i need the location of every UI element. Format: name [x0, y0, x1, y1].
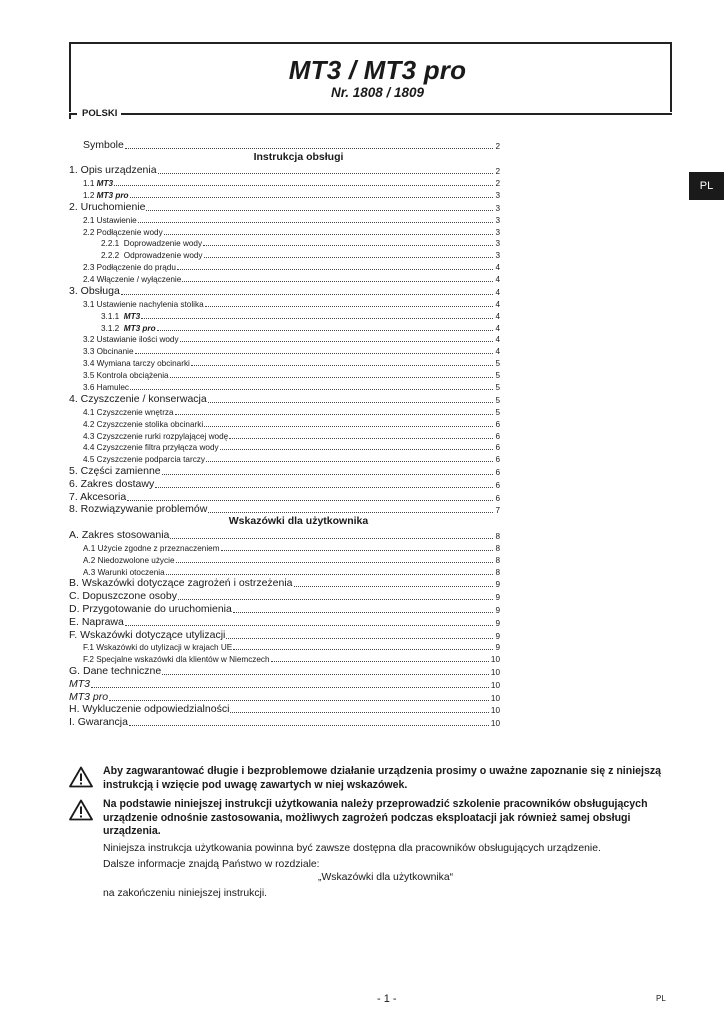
toc-label — [69, 691, 108, 703]
toc-page: 9 — [495, 618, 500, 628]
toc-title: H. Wykluczenie odpowiedzialności — [69, 703, 230, 716]
toc-title: Specjalne wskazówki dla klientów w Niemczech — [96, 655, 270, 665]
body-paragraph — [103, 841, 601, 872]
toc-number: 2.1 — [83, 215, 95, 225]
toc-row[interactable] — [69, 652, 500, 664]
toc-title: C. Dopuszczone osoby — [69, 590, 177, 603]
toc-title: G. Dane techniczne — [69, 665, 162, 678]
toc-label — [69, 529, 169, 541]
toc-title: Włączenie / wyłączenie — [96, 275, 182, 285]
toc-label — [69, 703, 229, 715]
toc-leader — [158, 173, 494, 174]
toc-label — [69, 665, 161, 677]
toc-number: F.2 — [83, 655, 94, 665]
toc-label — [101, 251, 203, 260]
toc-leader — [127, 500, 493, 501]
toc-page: 9 — [495, 643, 500, 653]
toc-row[interactable] — [69, 297, 500, 309]
toc-page: 8 — [495, 531, 500, 541]
toc-leader — [155, 487, 493, 488]
body-quote: „Wskazówki dla użytkownika“ — [318, 872, 454, 883]
toc-title: MT3 pro — [96, 190, 129, 200]
toc-label — [83, 420, 203, 429]
toc-page: 4 — [495, 275, 500, 285]
toc-page: 3 — [495, 203, 500, 213]
toc-title: Czyszczenie podparcia tarczy — [96, 455, 205, 465]
toc-number: 4.4 — [83, 443, 95, 453]
toc-row[interactable] — [69, 677, 500, 690]
toc-page: 10 — [490, 680, 500, 690]
toc-page: 8 — [495, 543, 500, 553]
document-title: MT3 / MT3 pro — [288, 55, 467, 85]
toc-label — [83, 408, 174, 417]
toc-leader — [204, 426, 493, 427]
toc-page: 9 — [495, 593, 500, 603]
toc-leader — [182, 281, 493, 282]
toc-page: 7 — [495, 506, 500, 516]
toc-row[interactable] — [69, 541, 500, 553]
toc-number: 1.2 — [83, 190, 95, 200]
toc-leader — [233, 649, 493, 650]
toc-row[interactable] — [69, 565, 500, 577]
toc-row[interactable] — [69, 503, 500, 516]
language-side-tab: PL — [689, 172, 724, 200]
toc-title: Odprowadzenie wody — [123, 251, 203, 261]
toc-number: F.1 — [83, 643, 94, 653]
toc-row[interactable] — [69, 464, 500, 477]
toc-label — [69, 393, 207, 405]
toc-row[interactable] — [69, 321, 500, 333]
toc-leader — [233, 612, 494, 613]
toc-number: 2.2 — [83, 227, 95, 237]
toc-row[interactable] — [69, 477, 500, 490]
toc-number: 3.2 — [83, 335, 95, 345]
toc-page: 3 — [495, 190, 500, 200]
toc-label — [83, 643, 232, 652]
toc-row[interactable] — [69, 260, 500, 272]
toc-page: 4 — [495, 299, 500, 309]
toc-label: Symbole — [83, 138, 124, 151]
toc-leader — [166, 574, 494, 575]
toc-page: 10 — [490, 706, 500, 716]
toc-page: 5 — [495, 407, 500, 417]
toc-label — [101, 312, 140, 321]
toc-title: E. Naprawa — [69, 615, 124, 628]
warning-text: Aby zagwarantować długie i bezproblemowe działanie urządzenia prosimy o uważne zapoznanie się z niniejszą instrukcją i wzięcie pod uwagę zawartych w niej wskazówek. — [103, 765, 662, 791]
warning-1 — [69, 765, 669, 792]
toc-leader — [271, 661, 489, 662]
toc-row-symbole[interactable] — [69, 138, 500, 151]
toc-page: 10 — [490, 693, 500, 703]
toc-leader — [230, 712, 488, 713]
toc-heading-instructions: Instrukcja obsługi — [253, 150, 344, 163]
warnings-block — [69, 765, 669, 839]
toc-page: 6 — [495, 443, 500, 453]
toc-row[interactable] — [69, 188, 500, 200]
toc-title: A. Zakres stosowania — [69, 528, 170, 541]
toc-title: Doprowadzenie wody — [123, 239, 203, 249]
toc-page: 3 — [495, 215, 500, 225]
toc-leader — [204, 257, 494, 258]
toc-number: 4.3 — [83, 431, 95, 441]
toc-page: 5 — [495, 359, 500, 369]
toc-leader — [208, 402, 494, 403]
toc-row[interactable] — [69, 284, 500, 297]
toc-label — [83, 383, 129, 392]
toc-section-instructions — [69, 163, 500, 515]
toc-label — [69, 616, 124, 628]
toc-number: 2.4 — [83, 275, 95, 285]
toc-label — [83, 655, 270, 664]
toc-page: 9 — [495, 631, 500, 641]
toc-row[interactable] — [69, 368, 500, 380]
toc-leader — [109, 700, 489, 701]
toc-page: 4 — [495, 311, 500, 321]
toc-page: 4 — [495, 263, 500, 273]
toc-page: 2 — [495, 167, 500, 177]
toc-title: Czyszczenie rurki rozpylającej wodę — [96, 431, 229, 441]
toc-label — [69, 716, 128, 728]
toc-title: Niedozwolone użycie — [97, 555, 175, 565]
toc-label — [69, 629, 225, 641]
toc-page: 6 — [495, 468, 500, 478]
toc-leader — [162, 474, 494, 475]
toc-row[interactable] — [69, 176, 500, 188]
toc-section-hints — [69, 528, 500, 728]
toc-row[interactable] — [69, 309, 500, 321]
toc-label — [69, 603, 232, 615]
toc-label — [101, 324, 156, 333]
toc-leader — [180, 341, 494, 342]
toc-row[interactable] — [69, 553, 500, 565]
toc-label — [69, 164, 157, 176]
toc-leader — [162, 674, 489, 675]
toc-row[interactable] — [69, 429, 500, 441]
toc-row[interactable] — [69, 690, 500, 703]
toc-row[interactable] — [69, 237, 500, 249]
warning-triangle-icon — [69, 799, 93, 821]
toc-title: Wskazówki do utylizacji w krajach UE — [96, 643, 233, 653]
toc-label — [83, 335, 179, 344]
toc-label — [69, 478, 154, 490]
toc-leader — [175, 414, 494, 415]
toc-label — [83, 216, 137, 225]
toc-number: 4.2 — [83, 419, 95, 429]
toc-number: 3.1.2 — [101, 323, 120, 333]
toc-row[interactable] — [69, 528, 500, 541]
toc-number: 2.2.2 — [101, 251, 120, 261]
toc-title: Kontrola obciążenia — [96, 371, 169, 381]
toc-leader — [121, 294, 494, 295]
toc-label — [83, 455, 205, 464]
toc-leader — [226, 638, 493, 639]
toc-title: Ustawienie nachylenia stolika — [96, 299, 204, 309]
toc-row[interactable] — [69, 417, 500, 429]
toc-row[interactable] — [69, 441, 500, 453]
toc-leader — [157, 330, 494, 331]
toc-title: 6. Zakres dostawy — [69, 477, 155, 490]
toc-label — [83, 432, 228, 441]
toc-label — [69, 201, 145, 213]
toc-leader — [206, 461, 493, 462]
warning-text: Na podstawie niniejszej instrukcji użytkowania należy przeprowadzić szkolenie pracowników obsługujących urządzenie odnośnie zastosowania, możliwych zagrożeń podczas eksploatacji jak również samej obsługi urządzenia. — [103, 798, 648, 838]
toc-row[interactable] — [69, 163, 500, 176]
language-divider — [69, 113, 672, 115]
toc-page: 3 — [495, 251, 500, 261]
toc-label — [83, 228, 163, 237]
toc-leader — [125, 625, 494, 626]
toc-row[interactable] — [69, 641, 500, 653]
toc-leader — [129, 725, 489, 726]
toc-number: 3.1.1 — [101, 311, 120, 321]
toc-row[interactable] — [69, 577, 500, 590]
toc-title: 5. Części zamienne — [69, 465, 161, 478]
toc-title: 2. Uruchomienie — [69, 200, 146, 213]
toc-leader — [294, 586, 494, 587]
toc-row[interactable] — [69, 213, 500, 225]
toc-number: 3.6 — [83, 383, 95, 393]
toc-label — [69, 678, 90, 690]
toc-page: 4 — [495, 335, 500, 345]
toc-leader — [229, 438, 493, 439]
toc-title: 7. Akcesoria — [69, 490, 127, 503]
title-box — [69, 42, 672, 112]
toc-label — [83, 556, 175, 565]
language-notch — [69, 113, 71, 119]
toc-row[interactable] — [69, 200, 500, 213]
toc-title: MT3 pro — [123, 323, 156, 333]
toc-number: 4.1 — [83, 407, 95, 417]
toc-page: 4 — [495, 323, 500, 333]
toc-label — [69, 577, 293, 589]
toc-title: Obcinanie — [96, 347, 134, 357]
toc-title: I. Gwarancja — [69, 716, 128, 729]
toc-row[interactable] — [69, 615, 500, 628]
toc-leader — [208, 512, 493, 513]
toc-label — [101, 239, 202, 248]
toc-number: 2.3 — [83, 263, 95, 273]
toc-title: MT3 pro — [69, 690, 109, 703]
toc-number: A.1 — [83, 543, 96, 553]
toc-leader — [91, 687, 489, 688]
toc-row[interactable] — [69, 392, 500, 405]
toc-page: 6 — [495, 419, 500, 429]
toc-title: 3. Obsługa — [69, 284, 120, 297]
warning-triangle-icon — [69, 766, 93, 788]
toc-leader — [221, 550, 494, 551]
toc-page: 9 — [495, 580, 500, 590]
toc-page: 6 — [495, 455, 500, 465]
body-line: na zakończeniu niniejszej instrukcji. — [103, 888, 268, 899]
toc-page: 10 — [490, 655, 500, 665]
toc-title: Hamulec — [96, 383, 129, 393]
toc-page: 4 — [495, 287, 500, 297]
toc-page: 8 — [495, 567, 500, 577]
toc-page: 6 — [495, 431, 500, 441]
toc-label — [69, 491, 126, 503]
toc-heading-hints: Wskazówki dla użytkownika — [228, 515, 369, 528]
toc-page: 2 — [495, 179, 500, 189]
toc-title: MT3 — [69, 677, 90, 690]
document-subtitle: Nr. 1808 / 1809 — [330, 85, 425, 100]
toc-page: 10 — [490, 668, 500, 678]
toc-row[interactable] — [69, 452, 500, 464]
toc-leader — [178, 599, 493, 600]
toc-page: 10 — [490, 719, 500, 729]
toc-leader — [170, 538, 493, 539]
toc-label — [83, 275, 181, 284]
toc-page: 5 — [495, 383, 500, 393]
toc-page: 8 — [495, 555, 500, 565]
toc-leader — [141, 318, 493, 319]
toc-leader — [138, 222, 494, 223]
toc-number: 2.2.1 — [101, 239, 120, 249]
toc-page: 6 — [495, 493, 500, 503]
warning-2 — [69, 798, 669, 839]
toc-row[interactable] — [69, 380, 500, 392]
toc-label — [83, 359, 190, 368]
language-label: POLSKI — [77, 107, 121, 121]
toc-label — [83, 544, 220, 553]
table-of-contents — [69, 138, 500, 728]
toc-title: 8. Rozwiązywanie problemów — [69, 503, 208, 516]
toc-row[interactable] — [69, 272, 500, 284]
toc-title: Użycie zgodne z przeznaczeniem — [97, 543, 220, 553]
toc-row[interactable] — [69, 225, 500, 237]
toc-leader — [125, 148, 494, 149]
toc-row[interactable] — [69, 715, 500, 728]
toc-page: 6 — [495, 480, 500, 490]
toc-leader — [205, 306, 494, 307]
toc-label — [83, 347, 134, 356]
toc-page: 2 — [495, 141, 500, 151]
toc-row[interactable] — [69, 344, 500, 356]
toc-title: Podłączenie do prądu — [96, 263, 176, 273]
toc-number: 3.3 — [83, 347, 95, 357]
toc-leader — [164, 234, 494, 235]
toc-label — [69, 465, 161, 477]
toc-page: 3 — [495, 227, 500, 237]
footer-language-code: PL — [656, 994, 666, 1003]
toc-leader — [114, 185, 493, 186]
language-bar — [69, 107, 672, 121]
toc-row[interactable] — [69, 602, 500, 615]
toc-leader — [146, 210, 493, 211]
toc-title: Wymiana tarczy obcinarki — [96, 359, 190, 369]
toc-title: 4. Czyszczenie / konserwacja — [69, 392, 207, 405]
toc-leader — [220, 449, 494, 450]
toc-title: Czyszczenie wnętrza — [96, 407, 174, 417]
toc-row[interactable] — [69, 490, 500, 503]
toc-label — [69, 285, 120, 297]
toc-number: A.3 — [83, 567, 96, 577]
toc-number: A.2 — [83, 555, 96, 565]
toc-row[interactable] — [69, 628, 500, 641]
toc-number: 3.1 — [83, 299, 95, 309]
toc-row[interactable] — [69, 589, 500, 602]
toc-title: Ustawienie — [96, 215, 137, 225]
toc-title: Warunki otoczenia — [97, 567, 165, 577]
toc-number: 3.4 — [83, 359, 95, 369]
toc-number: 4.5 — [83, 455, 95, 465]
toc-number: 1.1 — [83, 179, 95, 189]
toc-title: 1. Opis urządzenia — [69, 164, 157, 177]
toc-page: 5 — [495, 371, 500, 381]
toc-row[interactable] — [69, 356, 500, 368]
toc-page: 9 — [495, 605, 500, 615]
body-line: Niniejsza instrukcja użytkowania powinna być zawsze dostępna dla pracowników obsługujących urządzenie. — [103, 843, 601, 854]
toc-row[interactable] — [69, 703, 500, 716]
body-line: Dalsze informacje znajdą Państwo w rozdziale: — [103, 858, 320, 870]
toc-page: 4 — [495, 347, 500, 357]
toc-title: Podłączenie wody — [96, 227, 163, 237]
toc-row[interactable] — [69, 664, 500, 677]
toc-title: Ustawianie ilości wody — [96, 335, 179, 345]
toc-number: 3.5 — [83, 371, 95, 381]
toc-label — [83, 443, 219, 452]
toc-label — [83, 371, 169, 380]
toc-row[interactable] — [69, 333, 500, 345]
toc-label — [83, 300, 204, 309]
toc-page: 3 — [495, 239, 500, 249]
toc-leader — [203, 245, 493, 246]
toc-title: B. Wskazówki dotyczące zagrożeń i ostrzeżenia — [69, 577, 293, 590]
toc-title: Czyszczenie stolika obcinarki — [96, 419, 204, 429]
toc-leader — [191, 365, 494, 366]
toc-label — [83, 191, 129, 200]
toc-title: MT3 — [96, 179, 114, 189]
toc-label — [83, 263, 176, 272]
toc-leader — [177, 269, 494, 270]
toc-leader — [135, 353, 494, 354]
toc-row[interactable] — [69, 248, 500, 260]
toc-label — [83, 568, 165, 577]
page-number: - 1 - — [377, 993, 397, 1005]
toc-title: F. Wskazówki dotyczące utylizacji — [69, 628, 226, 641]
toc-leader — [130, 389, 493, 390]
toc-title: D. Przygotowanie do uruchomienia — [69, 602, 232, 615]
toc-row[interactable] — [69, 405, 500, 417]
toc-page: 5 — [495, 395, 500, 405]
toc-leader — [130, 197, 494, 198]
toc-label — [83, 179, 113, 188]
toc-title: MT3 — [123, 311, 141, 321]
toc-label — [69, 503, 207, 515]
toc-leader — [170, 377, 494, 378]
toc-label — [69, 590, 177, 602]
toc-leader — [176, 562, 494, 563]
toc-title: Czyszczenie filtra przyłącza wody — [96, 443, 219, 453]
